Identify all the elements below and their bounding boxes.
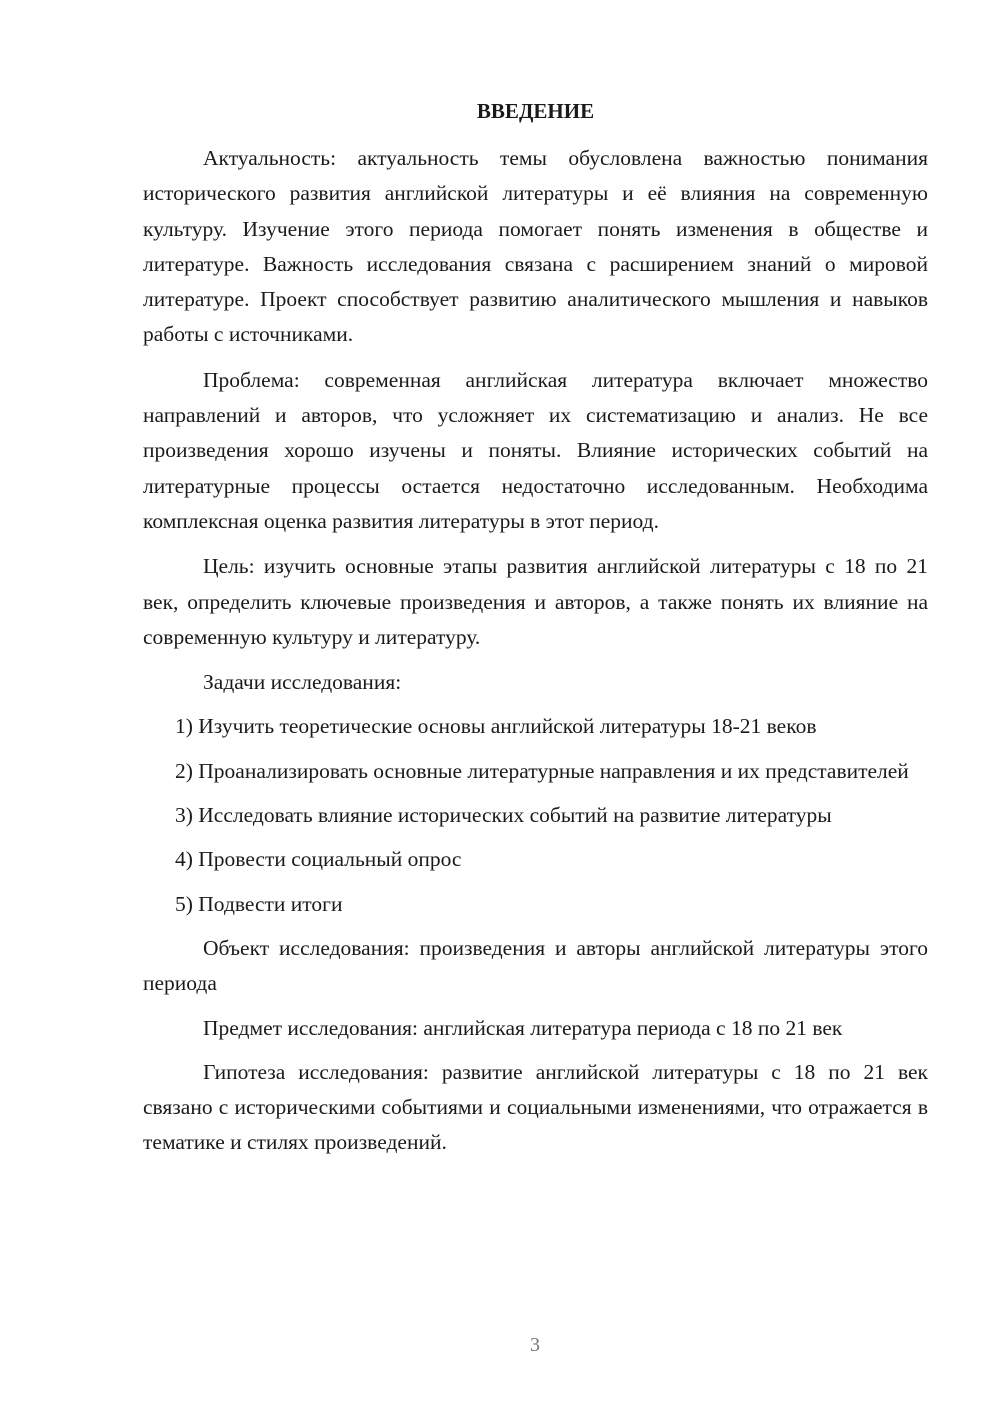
task-item-1: 1) Изучить теоретические основы английской литературы 18-21 веков bbox=[175, 714, 817, 739]
task-item-2: 2) Проанализировать основные литературные направления и их представителей bbox=[175, 758, 909, 783]
subject-paragraph: Предмет исследования: английская литература периода с 18 по 21 век bbox=[203, 1015, 843, 1040]
document-page bbox=[143, 95, 928, 1161]
tasks-heading: Задачи исследования: bbox=[203, 670, 402, 695]
object-paragraph: Объект исследования: произведения и авторы английской литературы этого периода bbox=[143, 935, 928, 996]
section-title: ВВЕДЕНИЕ bbox=[476, 99, 595, 123]
problem-paragraph: Проблема: современная английская литература включает множество направлений и авторов, что усложняет их систематизацию и анализ. Не все произведения хорошо изучены и поняты. Влияние исторических событий на литературные процессы остается недостаточно исследованным. Необходима комплексная оценка развития литературы в этот период. bbox=[143, 367, 928, 533]
task-item-3: 3) Исследовать влияние исторических событий на развитие литературы bbox=[175, 803, 832, 828]
relevance-paragraph: Актуальность: актуальность темы обусловлена важностью понимания исторического развития английской литературы и её влияния на современную культуру. Изучение этого периода помогает понять изменения в обществе и литературе. Важность исследования связана с расширением знаний о мировой литературе. Проект способствует развитию аналитического мышления и навыков работы с источниками. bbox=[143, 146, 928, 347]
hypothesis-paragraph: Гипотеза исследования: развитие английской литературы с 18 по 21 век связано с историческими событиями и социальными изменениями, что отражается в тематике и стилях произведений. bbox=[143, 1059, 928, 1155]
task-item-5: 5) Подвести итоги bbox=[175, 891, 343, 916]
page-number: 3 bbox=[530, 1334, 540, 1356]
goal-paragraph: Цель: изучить основные этапы развития английской литературы с 18 по 21 век, определить ключевые произведения и авторов, а также понять их влияние на современную культуру и литературу. bbox=[143, 554, 928, 649]
task-item-4: 4) Провести социальный опрос bbox=[175, 847, 462, 872]
